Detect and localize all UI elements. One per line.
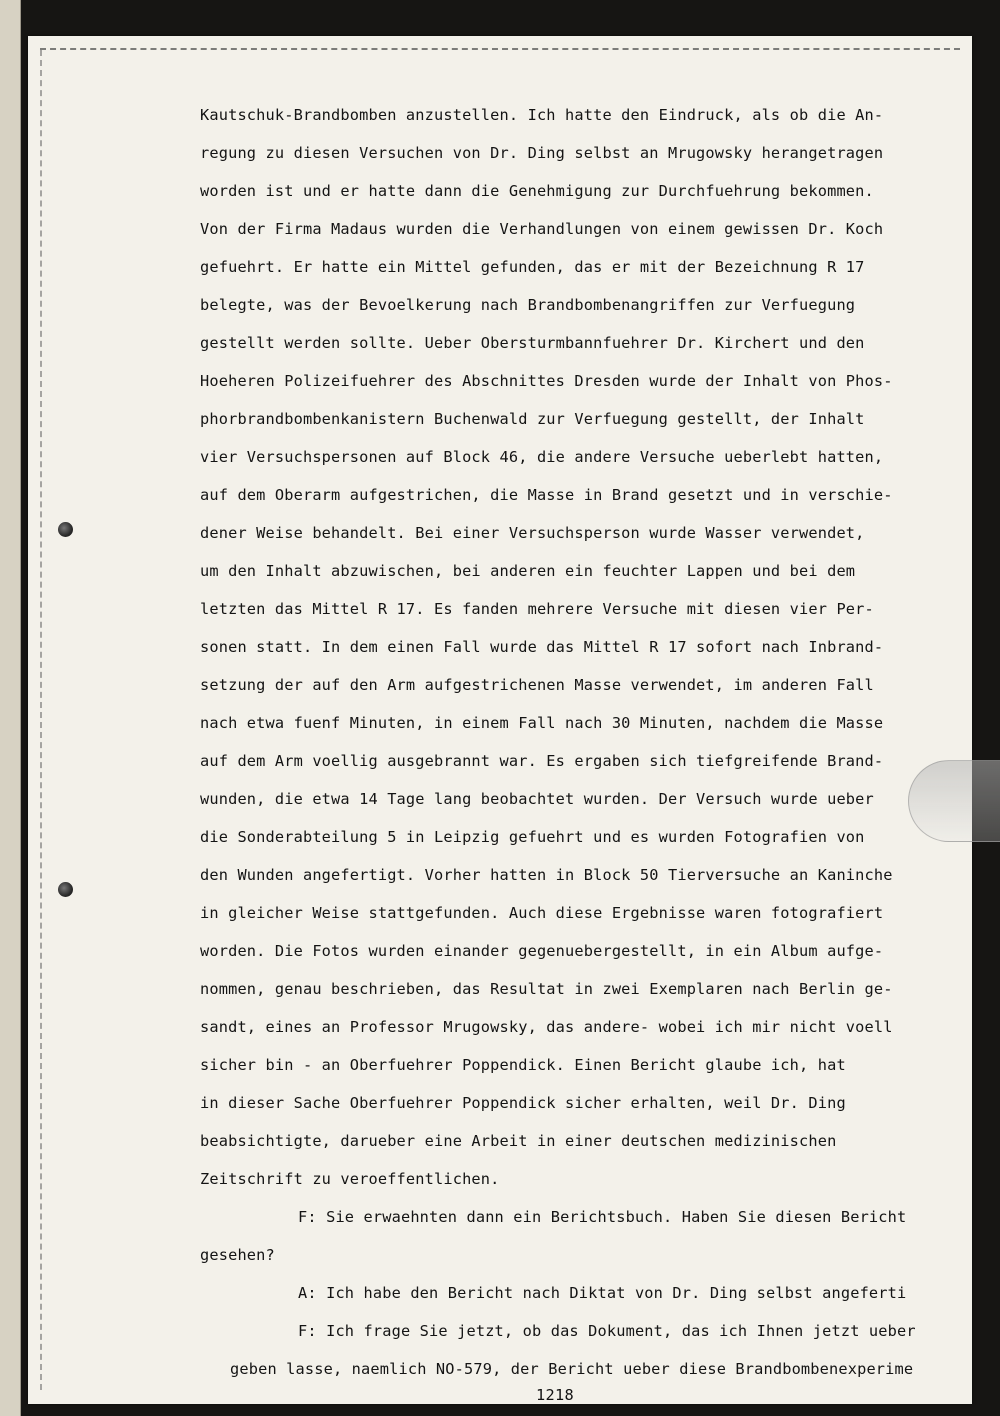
- page-number: 1218: [536, 1386, 575, 1404]
- text-line: dener Weise behandelt. Bei einer Versuchsperson wurde Wasser verwendet,: [200, 524, 865, 542]
- text-line: nach etwa fuenf Minuten, in einem Fall nach 30 Minuten, nachdem die Masse: [200, 714, 884, 732]
- text-line: sicher bin - an Oberfuehrer Poppendick. Einen Bericht glaube ich, hat: [200, 1056, 846, 1074]
- text-line: auf dem Arm voellig ausgebrannt war. Es ergaben sich tiefgreifende Brand-: [200, 752, 884, 770]
- tape-clip: [908, 760, 1000, 842]
- text-line: Hoeheren Polizeifuehrer des Abschnittes Dresden wurde der Inhalt von Phos-: [200, 372, 893, 390]
- text-line: vier Versuchspersonen auf Block 46, die andere Versuche ueberlebt hatten,: [200, 448, 884, 466]
- text-line: letzten das Mittel R 17. Es fanden mehrere Versuche mit diesen vier Per-: [200, 600, 874, 618]
- perforation-top: [40, 48, 960, 50]
- text-line: gesehen?: [200, 1246, 275, 1264]
- text-line: Zeitschrift zu veroeffentlichen.: [200, 1170, 500, 1188]
- text-line: wunden, die etwa 14 Tage lang beobachtet wurden. Der Versuch wurde ueber: [200, 790, 874, 808]
- text-line: worden. Die Fotos wurden einander gegenuebergestellt, in ein Album aufge-: [200, 942, 884, 960]
- punch-hole-icon: [58, 522, 73, 537]
- text-line: setzung der auf den Arm aufgestrichenen Masse verwendet, im anderen Fall: [200, 676, 874, 694]
- text-line: sonen statt. In dem einen Fall wurde das Mittel R 17 sofort nach Inbrand-: [200, 638, 884, 656]
- scan-left-margin: [0, 0, 21, 1416]
- text-line: belegte, was der Bevoelkerung nach Brandbombenangriffen zur Verfuegung: [200, 296, 856, 314]
- text-line: worden ist und er hatte dann die Genehmigung zur Durchfuehrung bekommen.: [200, 182, 874, 200]
- text-line: gestellt werden sollte. Ueber Obersturmbannfuehrer Dr. Kirchert und den: [200, 334, 865, 352]
- punch-hole-icon: [58, 882, 73, 897]
- text-line: Von der Firma Madaus wurden die Verhandlungen von einem gewissen Dr. Koch: [200, 220, 884, 238]
- text-line: auf dem Oberarm aufgestrichen, die Masse in Brand gesetzt und in verschie-: [200, 486, 893, 504]
- text-line: den Wunden angefertigt. Vorher hatten in Block 50 Tierversuche an Kaninche: [200, 866, 893, 884]
- document-page: [28, 36, 972, 1404]
- text-line: gefuehrt. Er hatte ein Mittel gefunden, das er mit der Bezeichnung R 17: [200, 258, 865, 276]
- perforation-left: [40, 50, 42, 1390]
- text-line: F: Sie erwaehnten dann ein Berichtsbuch. Haben Sie diesen Bericht: [298, 1208, 907, 1226]
- text-line: geben lasse, naemlich NO-579, der Bericht ueber diese Brandbombenexperime: [230, 1360, 914, 1378]
- text-line: F: Ich frage Sie jetzt, ob das Dokument, das ich Ihnen jetzt ueber: [298, 1322, 916, 1340]
- text-line: nommen, genau beschrieben, das Resultat in zwei Exemplaren nach Berlin ge-: [200, 980, 893, 998]
- typed-text-body: [200, 96, 920, 1388]
- text-line: in gleicher Weise stattgefunden. Auch diese Ergebnisse waren fotografiert: [200, 904, 884, 922]
- text-line: regung zu diesen Versuchen von Dr. Ding selbst an Mrugowsky herangetragen: [200, 144, 884, 162]
- text-line: phorbrandbombenkanistern Buchenwald zur Verfuegung gestellt, der Inhalt: [200, 410, 865, 428]
- text-line: in dieser Sache Oberfuehrer Poppendick sicher erhalten, weil Dr. Ding: [200, 1094, 846, 1112]
- text-line: Kautschuk-Brandbomben anzustellen. Ich hatte den Eindruck, als ob die An-: [200, 106, 884, 124]
- text-line: beabsichtigte, darueber eine Arbeit in einer deutschen medizinischen: [200, 1132, 837, 1150]
- text-line: sandt, eines an Professor Mrugowsky, das andere- wobei ich mir nicht voell: [200, 1018, 893, 1036]
- text-line: A: Ich habe den Bericht nach Diktat von Dr. Ding selbst angeferti: [298, 1284, 907, 1302]
- text-line: um den Inhalt abzuwischen, bei anderen ein feuchter Lappen und bei dem: [200, 562, 856, 580]
- text-line: die Sonderabteilung 5 in Leipzig gefuehrt und es wurden Fotografien von: [200, 828, 865, 846]
